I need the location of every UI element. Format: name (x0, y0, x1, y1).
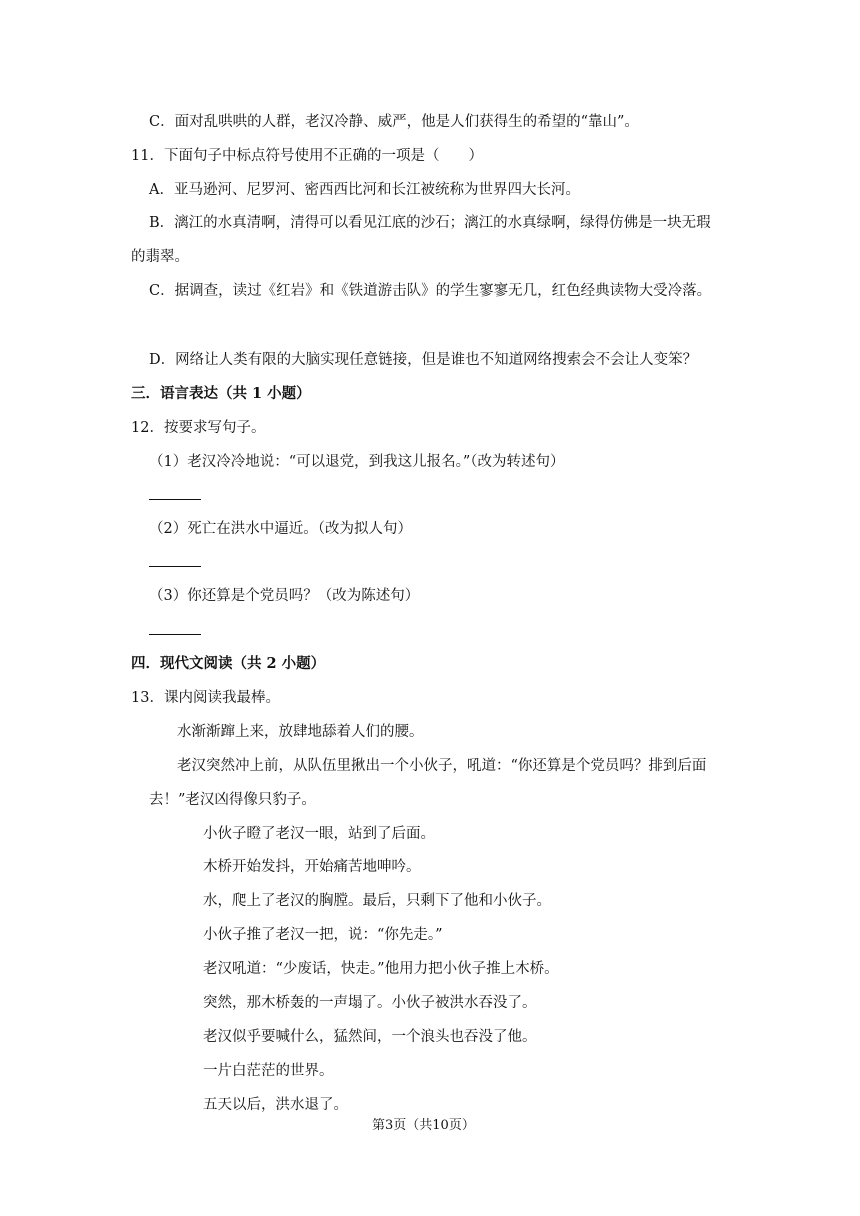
q11-option-b-continuation: 的翡翠。 (131, 249, 189, 265)
page-footer: 第3页（共10页） (372, 1118, 475, 1133)
q13-stem: 13．课内阅读我最棒。 (131, 690, 280, 706)
q12-item-2: （2）死亡在洪水中逼近。（改为拟人句） (149, 521, 412, 537)
q11-stem: 11．下面句子中标点符号使用不正确的一项是（ ） (131, 148, 483, 164)
q11-option-d: D．网络让人类有限的大脑实现任意链接，但是谁也不知道网络搜索会不会让人变笨？ (149, 352, 698, 368)
passage-paragraph: 一片白茫茫的世界。 (203, 1063, 334, 1079)
passage-paragraph: 老汉似乎要喊什么，猛然间，一个浪头也吞没了他。 (203, 1029, 537, 1045)
passage-paragraph: 水，爬上了老汉的胸膛。最后，只剩下了他和小伙子。 (203, 893, 551, 909)
passage-paragraph: 老汉突然冲上前，从队伍里揪出一个小伙子，吼道：“你还算是个党员吗？排到后面 (177, 758, 707, 774)
q12-item-1: （1）老汉冷冷地说：“可以退党，到我这儿报名。”（改为转述句） (149, 454, 565, 470)
passage-paragraph: 水渐渐蹿上来，放肆地舔着人们的腰。 (177, 724, 424, 740)
passage-paragraph: 小伙子推了老汉一把，说：“你先走。” (203, 927, 443, 943)
answer-line-3 (149, 634, 201, 635)
passage-paragraph: 小伙子瞪了老汉一眼，站到了后面。 (203, 826, 435, 842)
q11-option-a: A．亚马逊河、尼罗河、密西西比河和长江被统称为世界四大长河。 (149, 182, 580, 198)
section3-heading: 三．语言表达（共 1 小题） (131, 385, 311, 402)
passage-paragraph: 五天以后，洪水退了。 (203, 1097, 348, 1113)
section4-heading: 四．现代文阅读（共 2 小题） (131, 655, 326, 672)
passage-paragraph: 突然，那木桥轰的一声塌了。小伙子被洪水吞没了。 (203, 995, 537, 1011)
passage-paragraph: 老汉吼道：“少废话，快走。”他用力把小伙子推上木桥。 (203, 961, 559, 977)
answer-line-2 (149, 566, 201, 567)
q12-item-3: （3）你还算是个党员吗？（改为陈述句） (149, 588, 420, 604)
passage-paragraph: 木桥开始发抖，开始痛苦地呻吟。 (203, 859, 421, 875)
q11-option-b: B．漓江的水真清啊，清得可以看见江底的沙石；漓江的水真绿啊，绿得仿佛是一块无瑕 (149, 215, 711, 231)
q11-option-c: C．据调查，读过《红岩》和《铁道游击队》的学生寥寥无几，红色经典读物大受冷落。 (149, 283, 712, 299)
q12-stem: 12．按要求写句子。 (131, 420, 266, 436)
passage-paragraph-continuation: 去！”老汉凶得像只豹子。 (149, 792, 316, 808)
answer-line-1 (149, 499, 201, 500)
q10-option-c: C．面对乱哄哄的人群，老汉冷静、威严，他是人们获得生的希望的“靠山”。 (149, 114, 639, 130)
